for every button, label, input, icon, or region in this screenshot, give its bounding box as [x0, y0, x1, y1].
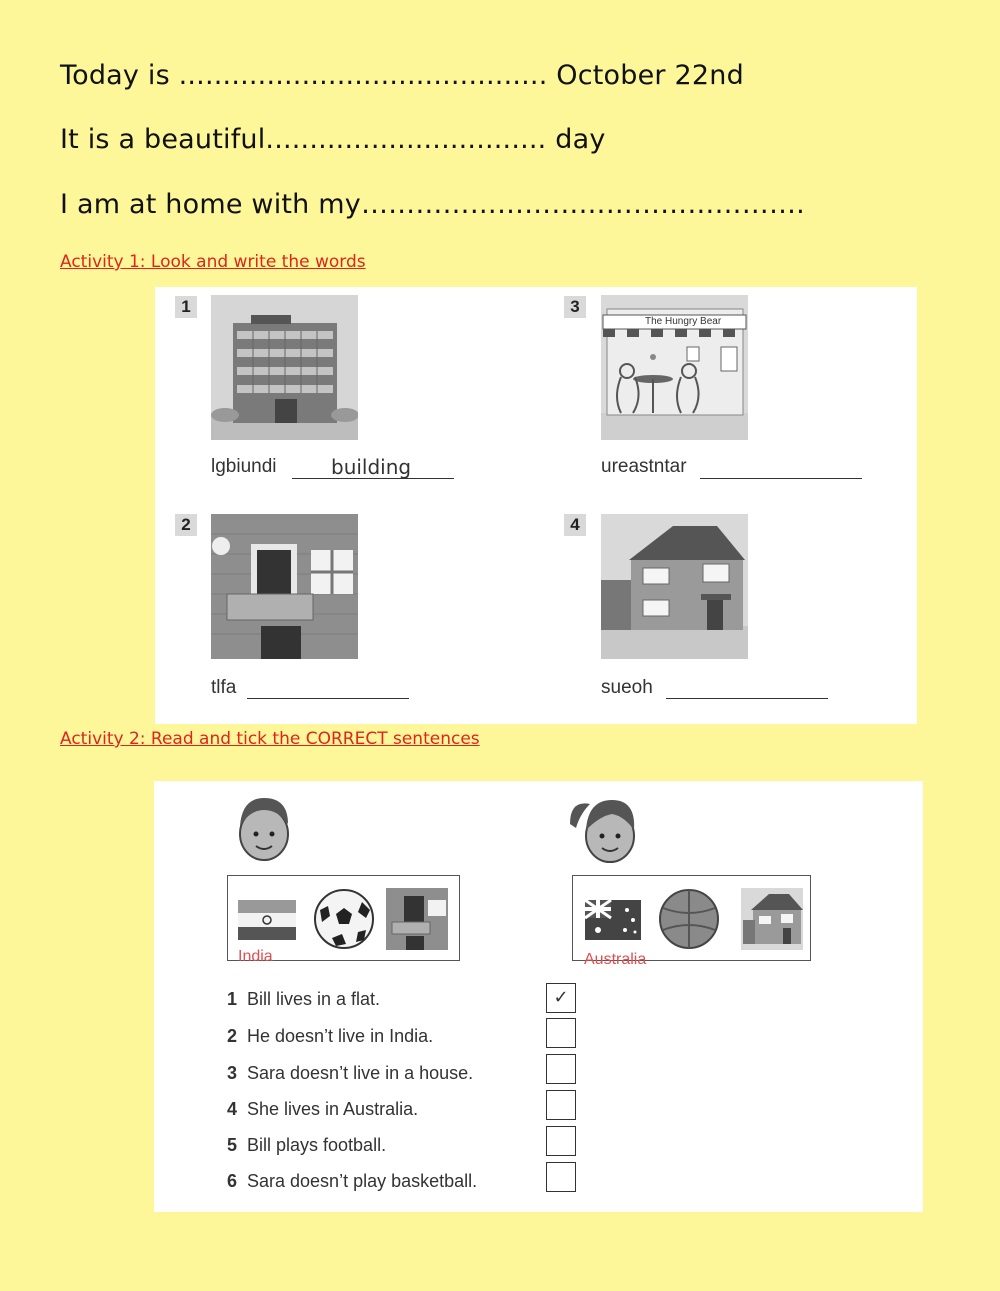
- sentence-number: 3: [227, 1063, 238, 1083]
- activity2-title: Activity 2: Read and tick the CORRECT sentences: [60, 729, 480, 749]
- sentence-text: She lives in Australia.: [247, 1099, 419, 1119]
- scrambled-word: sueoh: [601, 677, 653, 698]
- sentence-number: 6: [227, 1171, 238, 1191]
- football-icon: [312, 888, 376, 950]
- sentence-text: Sara doesn’t play basketball.: [247, 1171, 478, 1191]
- sentence-row: [227, 1099, 418, 1120]
- girl-face-icon: [566, 794, 642, 866]
- sentence-row: [227, 1026, 433, 1047]
- tick-checkbox[interactable]: [546, 1090, 576, 1120]
- item-number: 1: [175, 296, 197, 318]
- sentence-text: Bill plays football.: [247, 1135, 387, 1155]
- item-number: 2: [175, 514, 197, 536]
- activity1-title: Activity 1: Look and write the words: [60, 252, 366, 272]
- tick-checkbox[interactable]: ✓: [546, 983, 576, 1013]
- office-building-icon: [211, 295, 358, 440]
- sentence-number: 5: [227, 1135, 238, 1155]
- sentence-row: [227, 1171, 477, 1192]
- scrambled-word: lgbiundi: [211, 456, 277, 477]
- sara-info-box: [572, 875, 811, 961]
- flat-icon: [386, 888, 448, 950]
- intro-date-line: Today is .......................................... October 22nd: [60, 60, 744, 91]
- bill-country-label: India: [238, 948, 273, 965]
- tick-checkbox[interactable]: [546, 1162, 576, 1192]
- answer-field[interactable]: [666, 674, 828, 699]
- house-icon: [601, 514, 748, 659]
- flat-balcony-icon: [211, 514, 358, 659]
- tick-checkbox[interactable]: [546, 1054, 576, 1084]
- sentence-number: 1: [227, 989, 238, 1009]
- activity1-panel: [155, 287, 917, 724]
- answer-field[interactable]: [700, 454, 862, 479]
- house-icon: [741, 888, 803, 950]
- scrambled-word: tlfa: [211, 677, 237, 698]
- intro-home-line: I am at home with my………………………………………….: [60, 189, 805, 220]
- tick-checkbox[interactable]: [546, 1018, 576, 1048]
- scrambled-word: ureastntar: [601, 456, 687, 477]
- item-number: 3: [564, 296, 586, 318]
- sentence-row: [227, 989, 380, 1010]
- answer-value: building: [331, 455, 412, 479]
- tick-checkbox[interactable]: [546, 1126, 576, 1156]
- sentence-text: He doesn’t live in India.: [247, 1026, 434, 1046]
- answer-field[interactable]: [247, 674, 409, 699]
- restaurant-sign: The Hungry Bear: [645, 316, 722, 327]
- item-number: 4: [564, 514, 586, 536]
- basketball-icon: [657, 888, 721, 950]
- boy-face-icon: [234, 792, 294, 864]
- sara-country-label: Australia: [584, 951, 647, 968]
- sentence-text: Sara doesn’t live in a house.: [247, 1063, 474, 1083]
- india-flag-icon: [238, 900, 296, 940]
- sentence-row: [227, 1135, 386, 1156]
- sentence-number: 2: [227, 1026, 238, 1046]
- sentence-number: 4: [227, 1099, 238, 1119]
- sentence-text: Bill lives in a flat.: [247, 989, 381, 1009]
- australia-flag-icon: [585, 900, 641, 940]
- sentence-row: [227, 1063, 473, 1084]
- intro-weather-line: It is a beautiful................................ day: [60, 124, 606, 155]
